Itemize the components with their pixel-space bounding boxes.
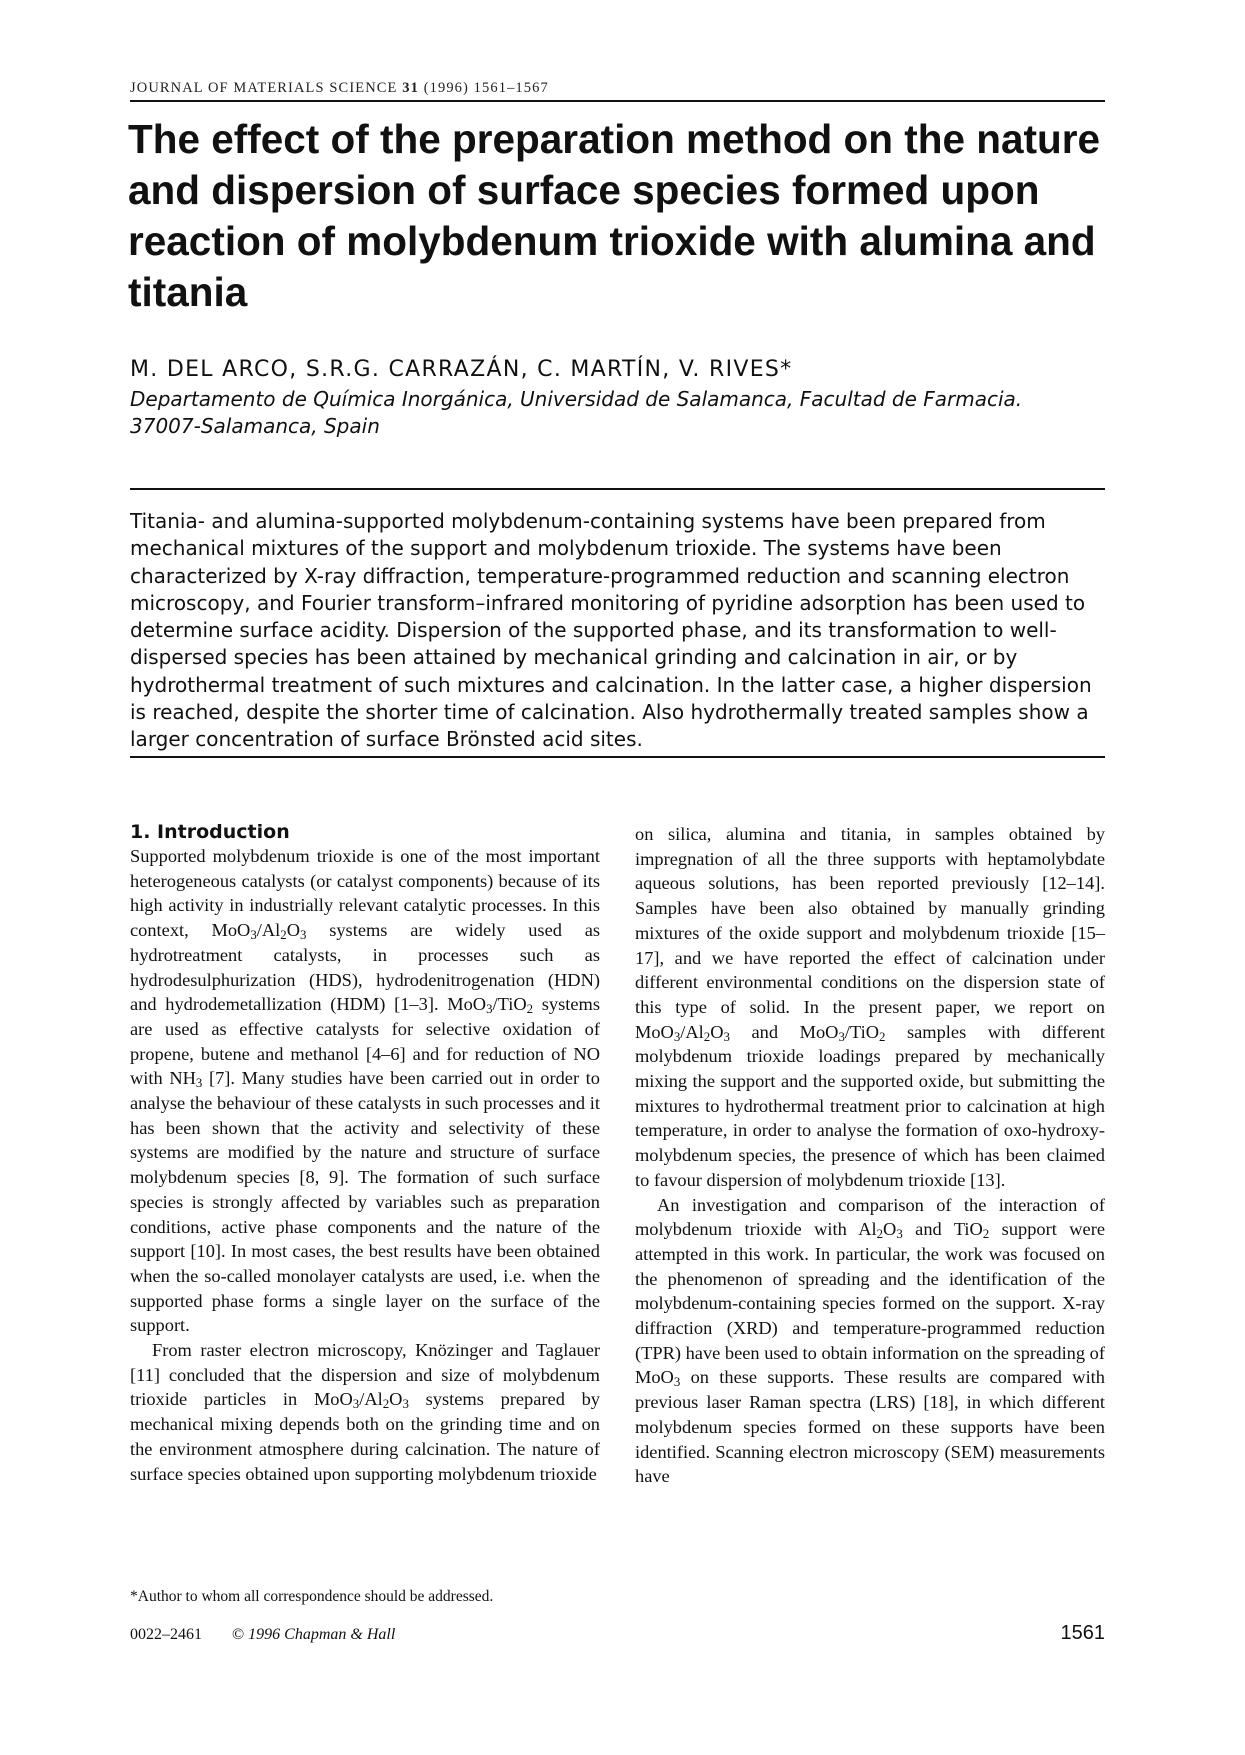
subscript: 2 <box>982 1227 990 1242</box>
text-run: O <box>286 920 300 941</box>
text-run: [7]. Many studies have been carried out in order to analyse the behaviour of these catalysts in such processes and it has been shown that the activity and selectivity of these systems are modified by the nature and structure of surface molybdenum species [8, 9]. The formation of such surface species is strongly affected by variables such as preparation conditions, active phase components and the nature of the support [10]. In most cases, the best results have been obtained when the so-called monolayer catalysts are used, i.e. when the supported phase forms a single layer on the surface of the support. <box>130 1068 600 1336</box>
subscript: 3 <box>300 928 307 943</box>
subscript: 2 <box>876 1227 884 1242</box>
copyright-symbol: © <box>232 1626 245 1643</box>
subscript: 3 <box>402 1397 409 1412</box>
journal-year-pages: (1996) 1561–1567 <box>423 80 549 96</box>
subscript: 2 <box>382 1397 390 1412</box>
page-number: 1561 <box>1060 1622 1105 1644</box>
text-run: O <box>389 1389 403 1410</box>
subscript: 3 <box>250 928 257 943</box>
copyright-line <box>232 1626 395 1644</box>
text-run: /TiO <box>492 994 527 1015</box>
running-head <box>130 80 1105 97</box>
text-run: systems are used as effective catalysts for selective oxidation of propene, butene and methanol [4–6] and for reduction of NO with NH <box>130 994 600 1089</box>
abstract-top-rule <box>130 488 1105 490</box>
subscript: 2 <box>703 1029 711 1044</box>
text-run: systems are widely used as hydrotreatment catalysts, in processes such as hydrodesulphurization (HDS), hydrodenitrogenation (HDN) and hydrodemetallization (HDM) [1–3]. MoO <box>130 920 601 1015</box>
right-column <box>635 822 1105 1489</box>
text-run: /Al <box>256 920 281 941</box>
subscript: 3 <box>838 1029 845 1044</box>
subscript: 3 <box>195 1076 203 1091</box>
paragraph <box>635 1193 1105 1489</box>
abstract-bottom-rule <box>130 756 1105 758</box>
text-run: on these supports. These results are compared with previous laser Raman spectra (LRS) [18], in which different molybdenum species formed on these supports have been identified. Scanning electron microscopy (SEM) measurements have <box>635 1367 1105 1487</box>
text-run: on silica, alumina and titania, in samples obtained by impregnation of all the three supports with heptamolybdate aqueous solutions, has been reported previously [12–14]. Samples have been also obtained by manually grinding mixtures of the oxide support and molybdenum trioxide [15–17], and we have reported the effect of calcination under different environmental conditions on the dispersion state of this type of solid. In the present paper, we report on MoO <box>635 824 1105 1042</box>
affiliation-line: Departamento de Química Inorgánica, Universidad de Salamanca, Facultad de Farmacia. <box>130 387 1023 411</box>
text-run: O <box>883 1219 897 1240</box>
subscript: 2 <box>878 1029 886 1044</box>
section-heading: 1. Introduction <box>130 821 290 843</box>
left-column <box>130 820 600 1486</box>
journal-volume: 31 <box>402 80 419 96</box>
subscript: 2 <box>526 1002 534 1017</box>
subscript: 3 <box>673 1029 681 1044</box>
text-run: and MoO <box>729 1021 839 1042</box>
text-run: An investigation and comparison of the interaction of molybdenum trioxide with Al <box>635 1194 1105 1240</box>
text-run: O <box>710 1021 724 1042</box>
affiliation <box>130 386 1110 440</box>
issn-code: 0022–2461 <box>130 1626 202 1643</box>
text-run: /TiO <box>844 1021 879 1042</box>
subscript: 3 <box>723 1029 730 1044</box>
text-run: and TiO <box>902 1219 983 1240</box>
copyright-text: 1996 Chapman & Hall <box>248 1626 396 1643</box>
subscript: 3 <box>673 1375 681 1390</box>
header-rule <box>130 100 1105 102</box>
text-run: samples with different molybdenum trioxide loadings prepared by mechanically mixing the support and the supported oxide, but submitting the mixtures to hydrothermal treatment prior to calcination at high temperature, in order to analyse the formation of oxo-hydroxy-molybdenum species, the presence of which has been claimed to favour dispersion of molybdenum trioxide [13]. <box>635 1021 1106 1190</box>
subscript: 3 <box>352 1397 360 1412</box>
journal-name: JOURNAL OF MATERIALS SCIENCE <box>130 80 398 96</box>
text-run: /Al <box>359 1389 383 1410</box>
subscript: 3 <box>896 1227 903 1242</box>
subscript: 2 <box>280 928 287 943</box>
paragraph <box>130 844 600 1338</box>
text-run: From raster electron microscopy, Knözinger and Taglauer [11] concluded that the dispersion and size of molybdenum trioxide particles in MoO <box>130 1340 600 1410</box>
text-run: /Al <box>680 1021 704 1042</box>
paper-title: The effect of the preparation method on the nature and dispersion of surface species formed upon reaction of molybdenum trioxide with alumina and titania <box>128 116 1101 315</box>
text-run: systems prepared by mechanical mixing depends both on the grinding time and on the environment atmosphere during calcination. The nature of surface species obtained upon supporting molybdenum trioxide <box>130 1389 600 1484</box>
paragraph <box>635 822 1105 1193</box>
footnote: *Author to whom all correspondence should be addressed. <box>130 1588 494 1605</box>
affiliation-line: 37007-Salamanca, Spain <box>130 414 380 438</box>
text-run: Supported molybdenum trioxide is one of the most important heterogeneous catalysts (or catalyst components) because of its high activity in industrially relevant catalytic processes. In this context, MoO <box>130 846 600 941</box>
paragraph <box>130 1338 600 1486</box>
abstract: Titania- and alumina-supported molybdenum-containing systems have been prepared from mechanical mixtures of the support and molybdenum trioxide. The systems have been characterized by X-ray diffraction, temperature-programmed reduction and scanning electron microscopy, and Fourier transform–infrared monitoring of pyridine adsorption has been used to determine surface acidity. Dispersion of the supported phase, and its transformation to well-dispersed species has been attained by mechanical grinding and calcination in air, or by hydrothermal treatment of such mixtures and calcination. In the latter case, a higher dispersion is reached, despite the shorter time of calcination. Also hydrothermally treated samples show a larger concentration of surface Brönsted acid sites. <box>130 509 1092 752</box>
subscript: 3 <box>486 1002 493 1017</box>
author-list: M. DEL ARCO, S.R.G. CARRAZÁN, C. MARTÍN, V. RIVES* <box>130 357 793 382</box>
text-run: support were attempted in this work. In particular, the work was focused on the phenomenon of spreading and the identification of the molybdenum-containing species formed on the support. X-ray diffraction (XRD) and temperature-programmed reduction (TPR) have been used to obtain information on the spreading of MoO <box>635 1219 1105 1388</box>
